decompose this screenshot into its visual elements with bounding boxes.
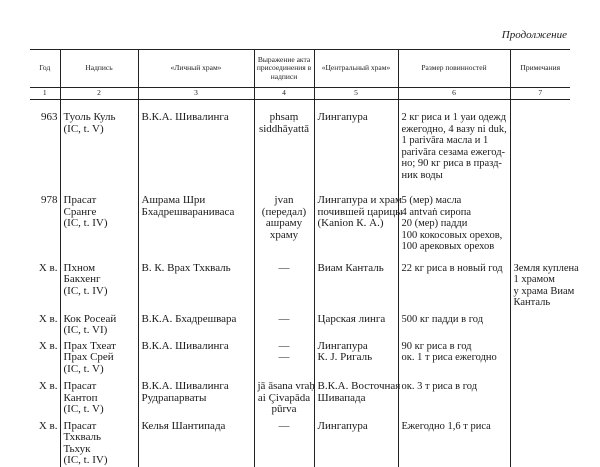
- cell-central-temple: [314, 337, 398, 376]
- cell-inscription-line: (IC, t. IV): [63, 284, 108, 297]
- cell-duties-line: 22 кг риса в новый год: [401, 262, 503, 274]
- cell-personal-temple-line: В.К.А. Шивалинга: [141, 339, 229, 352]
- cell-duties-line: 2 кг риса и 1 уаи одежд: [401, 112, 507, 123]
- cell-year: [30, 416, 60, 467]
- cell-duties: [398, 416, 510, 467]
- cell-central-temple-line: Виам Канталь: [317, 261, 384, 274]
- cell-duties: [398, 337, 510, 376]
- cell-year: [30, 375, 60, 416]
- cell-duties-line: 500 кг падди в год: [401, 313, 484, 325]
- cell-expression-line: jvan: [274, 194, 294, 206]
- cell-notes: [510, 309, 570, 337]
- cell-duties-line: но; 90 кг риса в празд-: [401, 158, 502, 169]
- cell-central-temple-line: почившей царицы: [317, 205, 403, 218]
- header-duties: Размер повинностей: [398, 50, 510, 88]
- cell-duties: [398, 181, 510, 253]
- cell-expression-line: pūrva: [271, 403, 297, 415]
- header-notes: Примечания: [510, 50, 570, 88]
- cell-inscription-line: (IC, t. IV): [63, 454, 108, 466]
- cell-year-line: X в.: [38, 380, 58, 392]
- cell-expression-line: —: [278, 419, 290, 432]
- cell-duties-line: 4 antvaṅ сиропа: [401, 206, 472, 218]
- cell-duties-line: Ежегодно 1,6 т риса: [401, 420, 491, 432]
- column-number: 5: [314, 88, 398, 100]
- header-inscription: Надпись: [60, 50, 138, 88]
- cell-year: [30, 337, 60, 376]
- cell-year-line: X в.: [38, 419, 58, 432]
- cell-personal-temple: [138, 100, 254, 182]
- cell-notes-line: Земля куплена: [513, 262, 579, 274]
- cell-inscription: [60, 181, 138, 253]
- header-expression: Выражение акта присоединения в надписи: [254, 50, 314, 88]
- cell-year: [30, 253, 60, 309]
- cell-year-line: X в.: [38, 312, 58, 325]
- cell-expression-line: храму: [269, 228, 299, 241]
- cell-central-temple: [314, 375, 401, 416]
- cell-year: [30, 181, 60, 253]
- cell-expression: [254, 181, 314, 253]
- cell-expression: [254, 375, 314, 416]
- cell-inscription: [60, 375, 138, 416]
- cell-personal-temple-line: В.К.А. Бхадрешвара: [141, 312, 237, 325]
- table-body: [30, 100, 579, 467]
- cell-central-temple: [314, 253, 398, 309]
- table-row: [30, 253, 570, 309]
- cell-central-temple-line: Лингапура: [317, 419, 368, 432]
- cell-central-temple-line: Лингапура: [317, 339, 368, 352]
- cell-notes: [510, 253, 579, 309]
- cell-central-temple-line: Лингапура и храм: [317, 194, 402, 206]
- cell-inscription-line: Бакхенг: [63, 273, 101, 285]
- column-number: 7: [510, 88, 570, 100]
- cell-duties: [398, 253, 510, 309]
- cell-duties-line: 20 (мер) падди: [401, 218, 468, 229]
- cell-notes-line: у храма Виам: [513, 285, 575, 297]
- cell-inscription-line: (IC, t. IV): [63, 217, 108, 229]
- cell-expression: [254, 309, 314, 337]
- table-row: [30, 309, 570, 337]
- cell-personal-temple: [138, 375, 254, 416]
- cell-central-temple-line: Лингапура: [317, 111, 368, 123]
- cell-expression-line: (передал): [261, 205, 307, 218]
- cell-inscription-line: Прасат: [63, 194, 97, 206]
- cell-inscription-line: (IC, t. V): [63, 403, 104, 415]
- header-central-temple: «Центральный храм»: [314, 50, 398, 88]
- cell-personal-temple-line: Бхадрешвараниваса: [141, 205, 235, 218]
- cell-central-temple: [314, 416, 398, 467]
- cell-expression: [254, 416, 314, 467]
- cell-inscription-line: Прах Тхеат: [63, 339, 116, 352]
- cell-notes-line: 1 храмом: [513, 274, 555, 285]
- cell-notes: [510, 181, 570, 253]
- cell-inscription-line: (IC, t. V): [63, 122, 104, 135]
- cell-expression: [254, 253, 314, 309]
- cell-notes: [510, 375, 570, 416]
- cell-inscription: [60, 337, 138, 376]
- cell-personal-temple: [138, 337, 254, 376]
- table-row: [30, 416, 570, 467]
- cell-inscription-line: Прасат: [63, 380, 97, 392]
- header-personal-temple: «Личный храм»: [138, 50, 254, 88]
- cell-inscription-line: (IC, t. V): [63, 362, 104, 375]
- table-row: [30, 100, 570, 182]
- cell-duties-line: 90 кг риса в год: [401, 340, 472, 352]
- cell-duties-line: 5 (мер) масла: [401, 195, 462, 206]
- cell-duties-line: 100 арековых орехов: [401, 241, 495, 252]
- cell-year: [30, 100, 60, 182]
- cell-year-line: 978: [41, 194, 58, 206]
- cell-duties-line: ник воды: [401, 169, 443, 181]
- cell-inscription: [60, 416, 138, 467]
- cell-inscription-line: Сранге: [63, 205, 97, 218]
- cell-central-temple-line: Царская линга: [317, 312, 386, 325]
- cell-expression-line: —: [278, 339, 290, 352]
- cell-notes: [510, 100, 570, 182]
- cell-inscription-line: Тьхук: [63, 442, 91, 455]
- cell-personal-temple-line: В.К.А. Шивалинга: [141, 380, 229, 392]
- cell-year-line: X в.: [38, 339, 58, 352]
- cell-expression: [254, 337, 314, 376]
- cell-personal-temple-line: В. К. Врах Тхкваль: [141, 261, 231, 274]
- column-number: 2: [60, 88, 138, 100]
- table-row: [30, 181, 570, 253]
- cell-inscription-line: Туоль Куль: [63, 111, 116, 123]
- cell-central-temple-line: К. J. Ригаль: [317, 351, 373, 363]
- cell-expression-line: —: [278, 312, 290, 325]
- cell-duties-line: ок. 1 т риса ежегодно: [401, 352, 497, 363]
- cell-duties-line: 1 parivāra масла и 1: [401, 135, 489, 146]
- cell-expression-line: phsaṃ: [269, 111, 299, 123]
- cell-expression-line: jā āsana vraḥ: [257, 380, 315, 392]
- cell-notes: [510, 416, 570, 467]
- cell-expression-line: —: [278, 261, 290, 274]
- cell-expression-line: ашраму: [265, 217, 303, 229]
- cell-central-temple-line: В.К.А. Восточная: [317, 380, 401, 392]
- column-number: 3: [138, 88, 254, 100]
- column-number: 1: [30, 88, 60, 100]
- cell-notes-line: Канталь: [513, 297, 551, 308]
- cell-inscription-line: (IC, t. VI): [63, 324, 108, 336]
- cell-inscription-line: Прасат: [63, 419, 97, 432]
- cell-expression-line: ai Çivapāda: [257, 391, 311, 404]
- cell-personal-temple: [138, 253, 254, 309]
- inscriptions-table: [30, 50, 579, 467]
- column-number: 6: [398, 88, 510, 100]
- cell-central-temple: [314, 309, 398, 337]
- cell-year-line: X в.: [38, 261, 58, 274]
- cell-duties: [398, 100, 510, 182]
- cell-inscription: [60, 100, 138, 182]
- cell-inscription: [60, 253, 138, 309]
- cell-personal-temple: [138, 416, 254, 467]
- cell-central-temple: [314, 181, 403, 253]
- column-number: 4: [254, 88, 314, 100]
- cell-expression-line: —: [278, 351, 290, 363]
- cell-expression: [254, 100, 314, 182]
- table-row: [30, 337, 570, 376]
- header-year: Год: [30, 50, 60, 88]
- cell-inscription-line: Тхкваль: [63, 431, 102, 443]
- cell-duties: [398, 375, 510, 416]
- cell-expression-line: siddhāyattā: [258, 122, 310, 135]
- cell-year: [30, 309, 60, 337]
- cell-personal-temple: [138, 309, 254, 337]
- cell-personal-temple-line: Келья Шантипада: [141, 419, 226, 432]
- cell-central-temple-line: (Kanion К. А.): [317, 217, 384, 229]
- cell-year-line: 963: [41, 111, 58, 123]
- cell-central-temple-line: Шивапада: [317, 391, 366, 404]
- continuation-label: Продолжение: [501, 29, 567, 41]
- cell-inscription-line: Кантоп: [63, 391, 98, 404]
- cell-inscription-line: Пхном: [63, 261, 96, 274]
- cell-duties-line: ежегодно, 4 вазу ni duk,: [401, 123, 507, 135]
- cell-personal-temple-line: Рудрапарваты: [141, 391, 207, 404]
- cell-duties-line: 100 кокосовых орехов,: [401, 229, 503, 241]
- cell-duties: [398, 309, 510, 337]
- cell-central-temple: [314, 100, 398, 182]
- cell-personal-temple-line: В.К.А. Шивалинга: [141, 111, 229, 123]
- cell-notes: [510, 337, 570, 376]
- cell-duties-line: parivāra сезама ежегод-: [401, 146, 506, 158]
- cell-personal-temple: [138, 181, 254, 253]
- cell-inscription-line: Кок Росеай: [63, 312, 117, 325]
- cell-personal-temple-line: Ашрама Шри: [141, 194, 206, 206]
- cell-inscription: [60, 309, 138, 337]
- table-row: [30, 375, 570, 416]
- cell-duties-line: ок. 3 т риса в год: [401, 381, 478, 392]
- cell-inscription-line: Прах Срей: [63, 351, 114, 363]
